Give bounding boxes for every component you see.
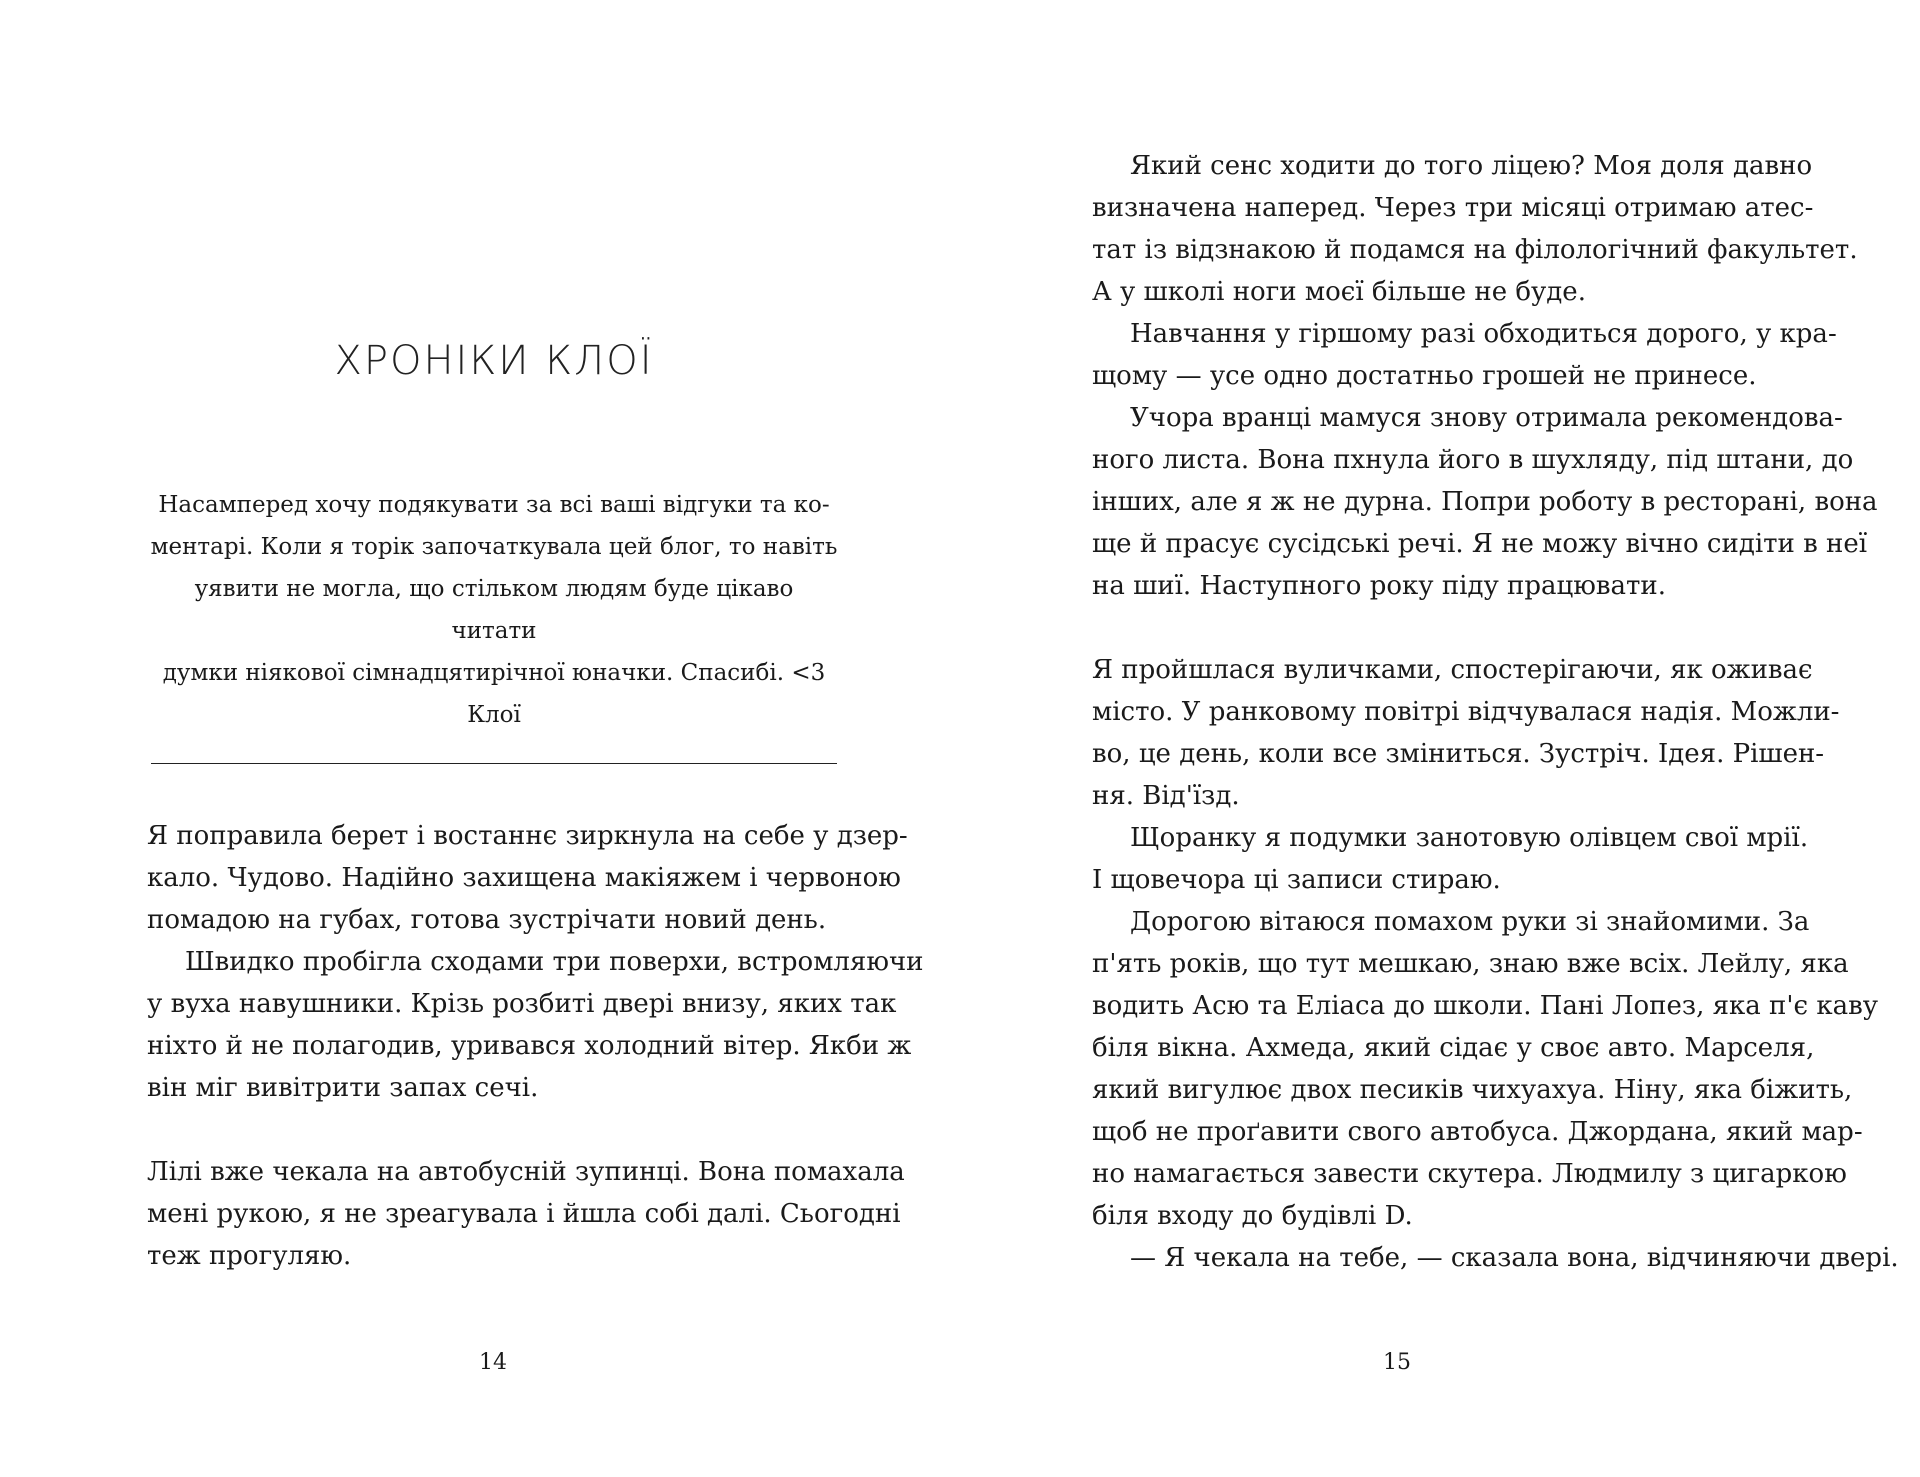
intro-line: думки ніякової сімнадцятирічної юначки. Спасибі. <3 (162, 660, 826, 686)
text-line: Дорогою вітаюся помахом руки зі знайомими. За (1130, 907, 1810, 937)
text-line: на шиї. Наступного року піду працювати. (1092, 571, 1666, 601)
intro-line: ментарі. Коли я торік започаткувала цей блог, то навіть (150, 534, 838, 560)
text-line: який вигулює двох песиків чихуахуа. Ніну, яка біжить, (1092, 1075, 1853, 1105)
text-line: щому — усе одно достатньо грошей не принесе. (1092, 361, 1757, 391)
text-line: теж прогуляю. (147, 1241, 352, 1271)
text-line: кало. Чудово. Надійно захищена макіяжем і червоною (147, 863, 901, 893)
text-line: Я пройшлася вуличками, спостерігаючи, як оживає (1092, 655, 1813, 685)
section-divider (151, 763, 837, 764)
text-line: Щоранку я подумки занотовую олівцем свої мрії. (1130, 823, 1809, 853)
text-line: у вуха навушники. Крізь розбиті двері внизу, яких так (147, 989, 897, 1019)
blog-intro (150, 484, 838, 736)
text-line: мені рукою, я не зреагувала і йшла собі далі. Сьогодні (147, 1199, 901, 1229)
text-line: місто. У ранковому повітрі відчувалася надія. Можли- (1092, 697, 1840, 727)
text-line: І щовечора ці записи стираю. (1092, 865, 1501, 895)
text-line: п'ять років, що тут мешкаю, знаю вже всіх. Лейлу, яка (1092, 949, 1849, 979)
text-line: Я поправила берет і востаннє зиркнула на себе у дзер- (147, 821, 908, 851)
text-line: тат із відзнакою й подамся на філологічний факультет. (1092, 235, 1858, 265)
intro-line: уявити не могла, що стільком людям буде цікаво читати (194, 576, 794, 644)
text-line: біля вікна. Ахмеда, який сідає у своє авто. Марселя, (1092, 1033, 1815, 1063)
text-line: Лілі вже чекала на автобусній зупинці. Вона помахала (147, 1157, 905, 1187)
text-line: Який сенс ходити до того ліцею? Моя доля давно (1130, 151, 1813, 181)
text-line: Учора вранці мамуся знову отримала рекомендова- (1130, 403, 1843, 433)
text-line: но намагається завести скутера. Людмилу з цигаркою (1092, 1159, 1847, 1189)
text-line: ня. Від'їзд. (1092, 781, 1240, 811)
text-line: щоб не проґавити свого автобуса. Джордана, який мар- (1092, 1117, 1863, 1147)
text-line: інших, але я ж не дурна. Попри роботу в ресторані, вона (1092, 487, 1878, 517)
text-line: во, це день, коли все зміниться. Зустріч. Ідея. Рішен- (1092, 739, 1825, 769)
text-line: ного листа. Вона пхнула його в шухляду, під штани, до (1092, 445, 1854, 475)
text-line: визначена наперед. Через три місяці отримаю атес- (1092, 193, 1814, 223)
text-line: А у школі ноги моєї більше не буде. (1092, 277, 1586, 307)
text-line: помадою на губах, готова зустрічати новий день. (147, 905, 827, 935)
intro-signature: Клої (467, 702, 521, 728)
text-line: Навчання у гіршому разі обходиться дорого, у кра- (1130, 319, 1837, 349)
text-line: він міг вивітрити запах сечі. (147, 1073, 539, 1103)
text-line: водить Асю та Еліаса до школи. Пані Лопез, яка п'є каву (1092, 991, 1879, 1021)
text-line: ще й прасує сусідські речі. Я не можу вічно сидіти в неї (1092, 529, 1868, 559)
right-page (960, 0, 1920, 1477)
text-line: ніхто й не полагодив, уривався холодний вітер. Якби ж (147, 1031, 912, 1061)
intro-line: Насамперед хочу подякувати за всі ваші відгуки та ко- (158, 492, 830, 518)
page-number: 15 (1383, 1350, 1411, 1375)
text-line: біля входу до будівлі D. (1092, 1201, 1413, 1231)
text-line: — Я чекала на тебе, — сказала вона, відчиняючи двері. (1130, 1243, 1899, 1273)
text-line: Швидко пробігла сходами три поверхи, встромляючи (185, 947, 924, 977)
page-number: 14 (479, 1350, 507, 1375)
chapter-title: ХРОНІКИ КЛОЇ (334, 338, 654, 384)
